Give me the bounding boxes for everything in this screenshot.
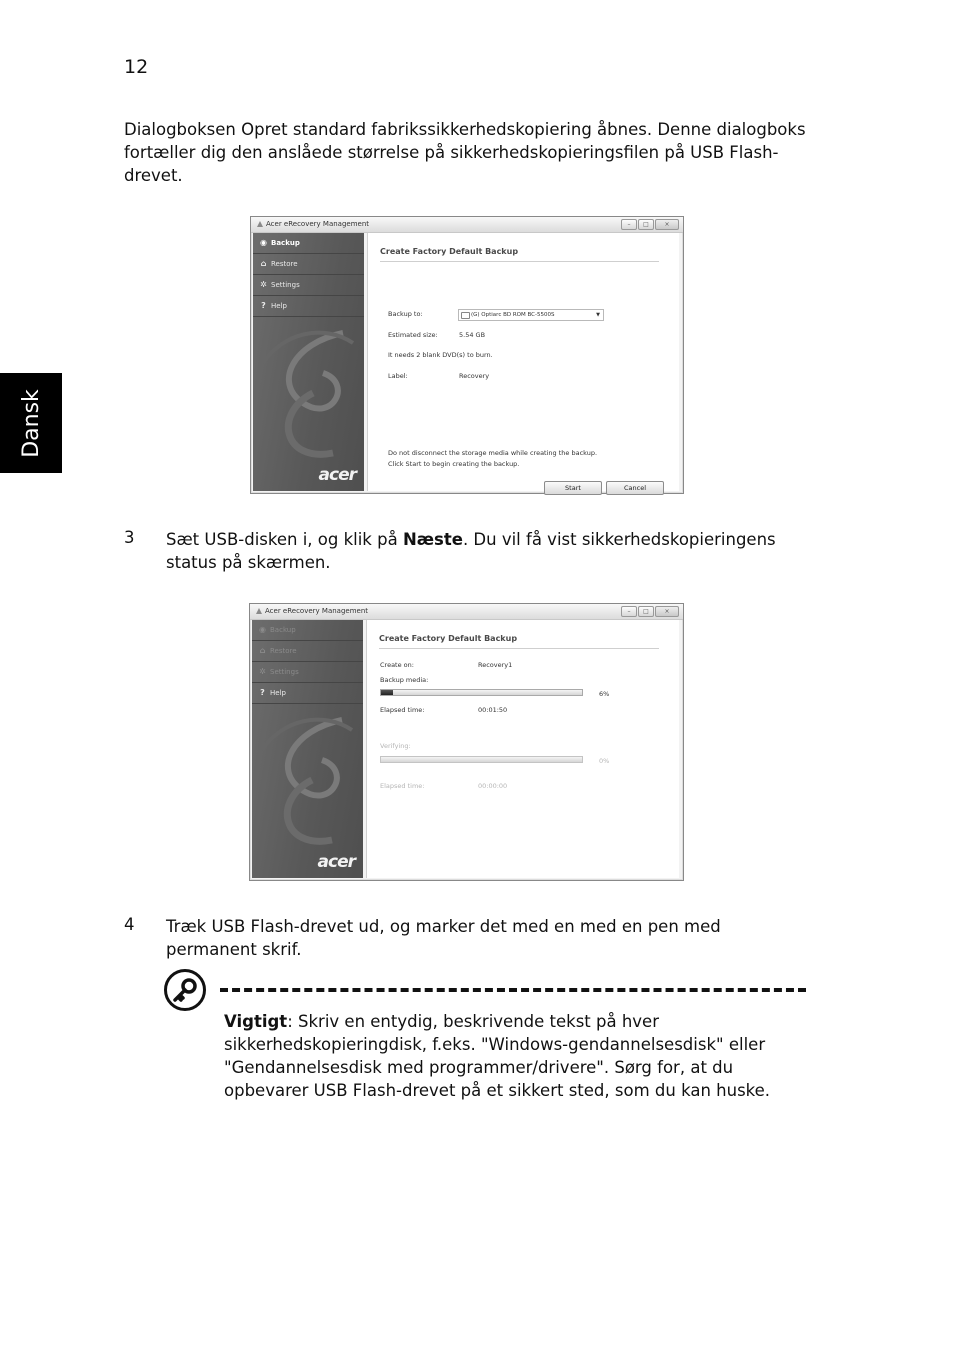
drive-icon: [461, 312, 470, 319]
sidebar-item-settings[interactable]: ✲ Settings: [253, 275, 364, 296]
label-value: Recovery: [459, 372, 490, 380]
help-icon: ?: [260, 688, 265, 697]
sidebar-item-restore[interactable]: ⌂ Restore: [253, 254, 364, 275]
elapsed-time-value-2: 00:00:00: [478, 782, 508, 790]
elapsed-time-label-2: Elapsed time:: [380, 782, 425, 790]
create-on-label: Create on:: [380, 661, 414, 669]
acer-logo: acer: [318, 465, 356, 485]
backup-to-label: Backup to:: [388, 310, 423, 318]
key-icon: [171, 976, 199, 1004]
create-on-value: Recovery1: [478, 661, 513, 669]
step-3-text: Sæt USB-disken i, og klik på Næste. Du vil få vist sikkerhedskopieringens status på skærmen.: [166, 530, 776, 572]
sidebar-item-backup[interactable]: ◉ Backup: [253, 233, 364, 254]
disc-requirement-text: It needs 2 blank DVD(s) to burn.: [388, 351, 493, 359]
chevron-down-icon: ▼: [596, 312, 600, 318]
main-panel: [366, 620, 679, 878]
app-icon: [255, 607, 263, 615]
backup-window-2: [249, 603, 684, 881]
window-title: Acer eRecovery Management: [265, 607, 369, 615]
backup-media-label: Backup media:: [380, 676, 429, 684]
sidebar-item-help[interactable]: ? Help: [253, 296, 364, 317]
maximize-button[interactable]: □: [638, 606, 654, 617]
estimated-size-label: Estimated size:: [388, 331, 438, 339]
backup-icon: ◉: [260, 238, 267, 247]
gear-icon: ✲: [259, 667, 266, 676]
intro-paragraph: Dialogboksen Opret standard fabrikssikkerhedskopiering åbnes. Denne dialogboks fortæller dig den anslåede størrelse på sikkerhedskopieringsfilen på USB Flash-drevet.: [124, 120, 806, 185]
help-icon: ?: [261, 301, 266, 310]
panel-heading: Create Factory Default Backup: [379, 634, 659, 649]
app-icon: [256, 220, 264, 228]
backup-progress-fill: [381, 690, 393, 695]
maximize-button[interactable]: □: [638, 219, 654, 230]
important-key-icon: [164, 969, 206, 1011]
decorative-swirl: [253, 323, 364, 473]
restore-icon: ⌂: [260, 259, 267, 268]
cancel-button[interactable]: Cancel: [606, 481, 664, 495]
next-keyword: Næste: [402, 530, 463, 549]
window-title: Acer eRecovery Management: [266, 220, 370, 228]
backup-percent: 6%: [599, 690, 610, 698]
verify-percent: 0%: [599, 757, 610, 765]
step-number-4: 4: [124, 915, 135, 934]
important-note: [224, 1010, 806, 1102]
backup-to-select[interactable]: (G) Optiarc BD ROM BC-5500S ▼: [458, 309, 604, 321]
step-4-text: Træk USB Flash-drevet ud, og marker det med en med en pen med permanent skrif.: [166, 917, 721, 959]
panel-heading: Create Factory Default Backup: [380, 247, 659, 262]
elapsed-time-label: Elapsed time:: [380, 706, 425, 714]
elapsed-time-value: 00:01:50: [478, 706, 508, 714]
sidebar-item-restore: ⌂ Restore: [252, 641, 363, 662]
backup-progress-bar: [380, 689, 583, 696]
side-tab-label: Dansk: [18, 388, 44, 458]
warning-text-1: Do not disconnect the storage media while creating the backup.: [388, 449, 598, 457]
sidebar-item-help[interactable]: ? Help: [252, 683, 363, 704]
close-button[interactable]: ×: [655, 219, 679, 230]
sidebar: [253, 233, 364, 491]
backup-icon: ◉: [259, 625, 266, 634]
sidebar-item-settings: ✲ Settings: [252, 662, 363, 683]
acer-logo: acer: [317, 852, 355, 872]
note-label: Vigtigt: [224, 1012, 288, 1031]
verify-progress-bar: [380, 756, 583, 763]
minimize-button[interactable]: –: [621, 219, 637, 230]
sidebar: [252, 620, 363, 878]
gear-icon: ✲: [260, 280, 267, 289]
minimize-button[interactable]: –: [621, 606, 637, 617]
step-number-3: 3: [124, 528, 135, 547]
start-button[interactable]: Start: [544, 481, 602, 495]
title-bar: [250, 604, 683, 620]
decorative-swirl: [252, 710, 363, 860]
label-label: Label:: [388, 372, 408, 380]
note-divider: [220, 988, 806, 992]
close-button[interactable]: ×: [655, 606, 679, 617]
main-panel: [367, 233, 679, 491]
page-number: 12: [124, 56, 149, 78]
title-bar: [251, 217, 683, 233]
estimated-size-value: 5.54 GB: [459, 331, 486, 339]
backup-window-1: [250, 216, 684, 494]
sidebar-item-backup: ◉ Backup: [252, 620, 363, 641]
language-side-tab: [0, 373, 62, 473]
note-body: : Skriv en entydig, beskrivende tekst på hver sikkerhedskopieringdisk, f.eks. "Windows-gendannelsesdisk" eller "Gendannelsesdisk med programmer/drivere". Sørg for, at du opbevarer USB Flash-drevet på et sikkert sted, som du kan huske.: [224, 1012, 771, 1100]
warning-text-2: Click Start to begin creating the backup.: [388, 460, 520, 468]
verifying-label: Verifying:: [380, 742, 411, 750]
restore-icon: ⌂: [259, 646, 266, 655]
